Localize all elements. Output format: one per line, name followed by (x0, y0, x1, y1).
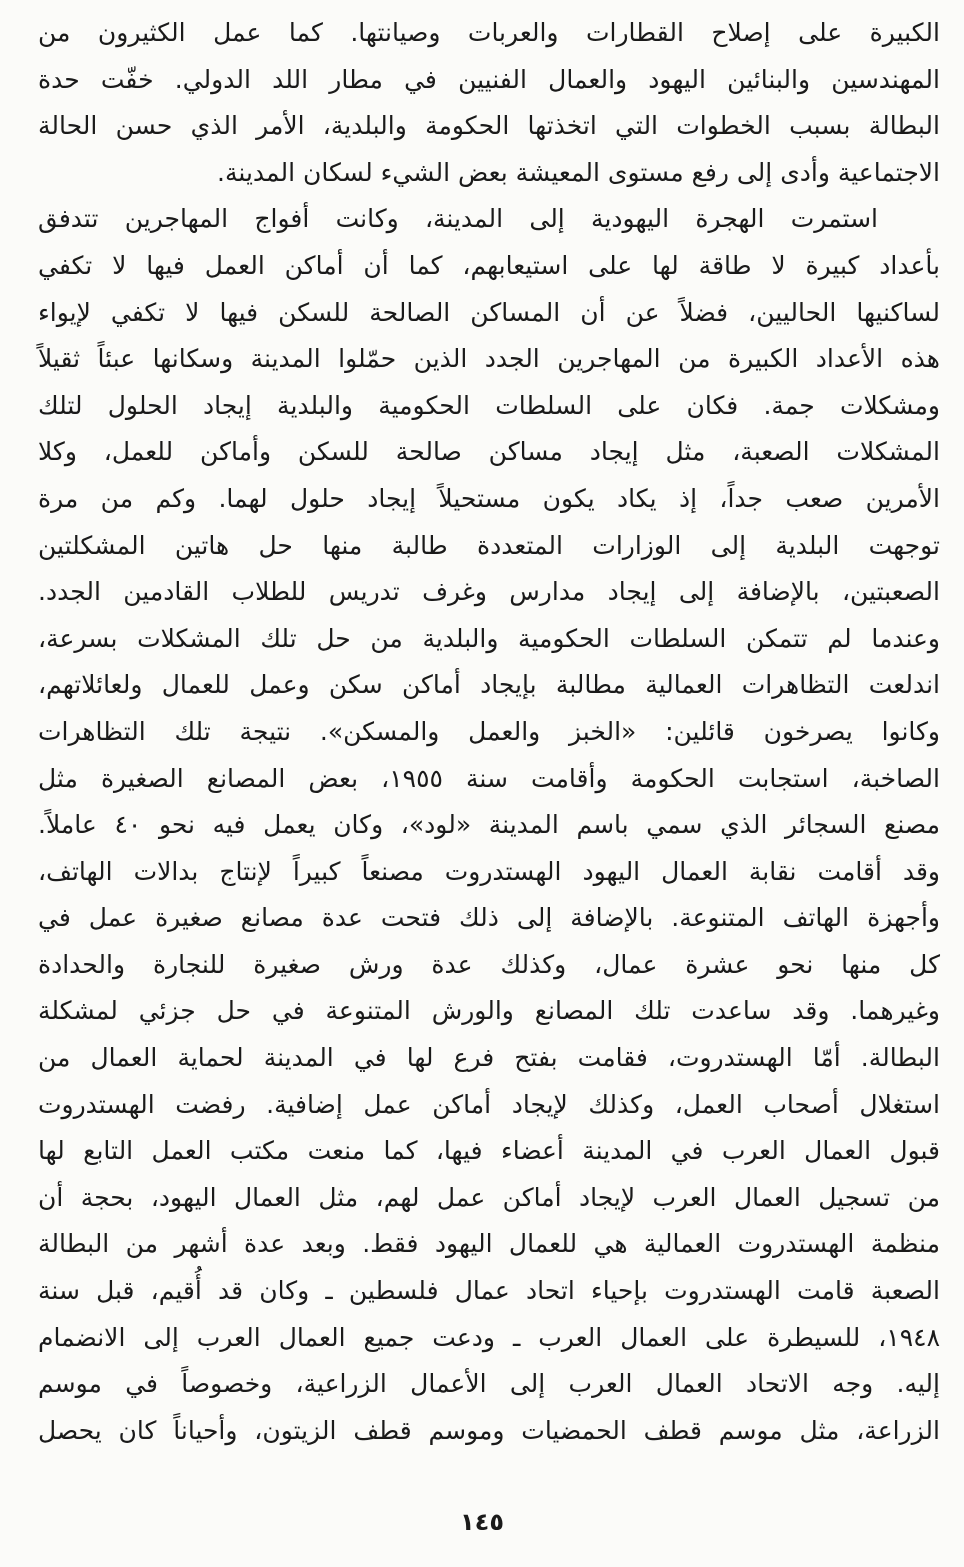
text-line: كل منها نحو عشرة عمال، وكذلك عدة ورش صغيرة للنجارة والحدادة (38, 949, 940, 979)
text-line: البطالة. أمّا الهستدروت، فقامت بفتح فرع لها في المدينة لحماية العمال من (38, 1043, 940, 1073)
page-number: ١٤٥ (460, 1508, 504, 1536)
text-line: المشكلات الصعبة، مثل إيجاد مساكن صالحة للسكن وأماكن للعمل، وكلا (38, 437, 940, 467)
text-line: توجهت البلدية إلى الوزارات المتعددة طالبة منها حل هاتين المشكلتين (38, 530, 940, 560)
text-line: الصعبتين، بالإضافة إلى إيجاد مدارس وغرف تدريس للطلاب القادمين الجدد. (38, 577, 940, 607)
text-line: هذه الأعداد الكبيرة من المهاجرين الجدد الذين حمّلوا المدينة وسكانها عبئاً ثقيلاً (38, 344, 940, 374)
text-line: مصنع السجائر الذي سمي باسم المدينة «لود»، وكان يعمل فيه نحو ٤٠ عاملاً. (38, 810, 940, 840)
text-line: قبول العمال العرب في المدينة أعضاء فيها، كما منعت مكتب العمل التابع لها (38, 1136, 940, 1166)
text-line: ١٩٤٨، للسيطرة على العمال العرب ـ ودعت جميع العمال العرب إلى الانضمام (38, 1322, 940, 1352)
text-line: البطالة بسبب الخطوات التي اتخذتها الحكومة والبلدية، الأمر الذي حسن الحالة (38, 111, 940, 141)
text-line: إليه. وجه الاتحاد العمال العرب إلى الأعمال الزراعية، وخصوصاً في موسم (38, 1369, 940, 1399)
text-line: استمرت الهجرة اليهودية إلى المدينة، وكانت أفواج المهاجرين تتدفق (38, 204, 878, 234)
text-line: الكبيرة على إصلاح القطارات والعربات وصيانتها. كما عمل الكثيرون من (38, 18, 940, 47)
text-line: استغلال أصحاب العمل، وكذلك لإيجاد أماكن عمل إضافية. رفضت الهستدروت (38, 1089, 940, 1119)
text-line: اندلعت التظاهرات العمالية مطالبة بإيجاد أماكن سكن وعمل للعمال ولعائلاتهم، (38, 670, 940, 700)
text-line: من تسجيل العمال العرب لإيجاد أماكن عمل لهم، مثل العمال اليهود، بحجة أن (38, 1182, 940, 1212)
text-line: بأعداد كبيرة لا طاقة لها على استيعابهم، كما أن أماكن العمل فيها لا تكفي (38, 250, 940, 280)
text-line: الزراعة، مثل موسم قطف الحمضيات وموسم قطف الزيتون، وأحياناً كان يحصل (38, 1415, 940, 1445)
text-line: وغيرهما. وقد ساعدت تلك المصانع والورش المتنوعة في حل جزئي لمشكلة (38, 996, 940, 1026)
text-line: الصعبة قامت الهستدروت بإحياء اتحاد عمال فلسطين ـ وكان قد أُقيم، قبل سنة (38, 1276, 940, 1306)
text-line: المهندسين والبنائين اليهود والعمال الفنيين في مطار اللد الدولي. خفّت حدة (38, 64, 940, 94)
text-line: وكانوا يصرخون قائلين: «الخبز والعمل والمسكن». نتيجة تلك التظاهرات (38, 716, 940, 746)
text-line: الأمرين صعب جداً، إذ يكاد يكون مستحيلاً إيجاد حلول لهما. وكم من مرة (38, 483, 940, 513)
text-line: وعندما لم تتمكن السلطات الحكومية والبلدية من حل تلك المشكلات بسرعة، (38, 623, 940, 653)
text-line: منظمة الهستدروت العمالية هي للعمال اليهود فقط. وبعد عدة أشهر من البطالة (38, 1229, 940, 1259)
text-line: وأجهزة الهاتف المتنوعة. بالإضافة إلى ذلك فتحت عدة مصانع صغيرة عمل في (38, 903, 940, 933)
text-line: ومشكلات جمة. فكان على السلطات الحكومية والبلدية إيجاد الحلول لتلك (38, 390, 940, 420)
text-line: وقد أقامت نقابة العمال اليهود الهستدروت مصنعاً كبيراً لإنتاج بدالات الهاتف، (38, 856, 940, 886)
text-line: لساكنيها الحاليين، فضلاً عن أن المساكن الصالحة للسكن فيها لا تكفي لإيواء (38, 297, 940, 327)
text-line: الاجتماعية وأدى إلى رفع مستوى المعيشة بعض الشيء لسكان المدينة. (217, 157, 940, 187)
text-line: الصاخبة، استجابت الحكومة وأقامت سنة ١٩٥٥، بعض المصانع الصغيرة مثل (38, 763, 940, 793)
page-body (38, 10, 940, 1454)
